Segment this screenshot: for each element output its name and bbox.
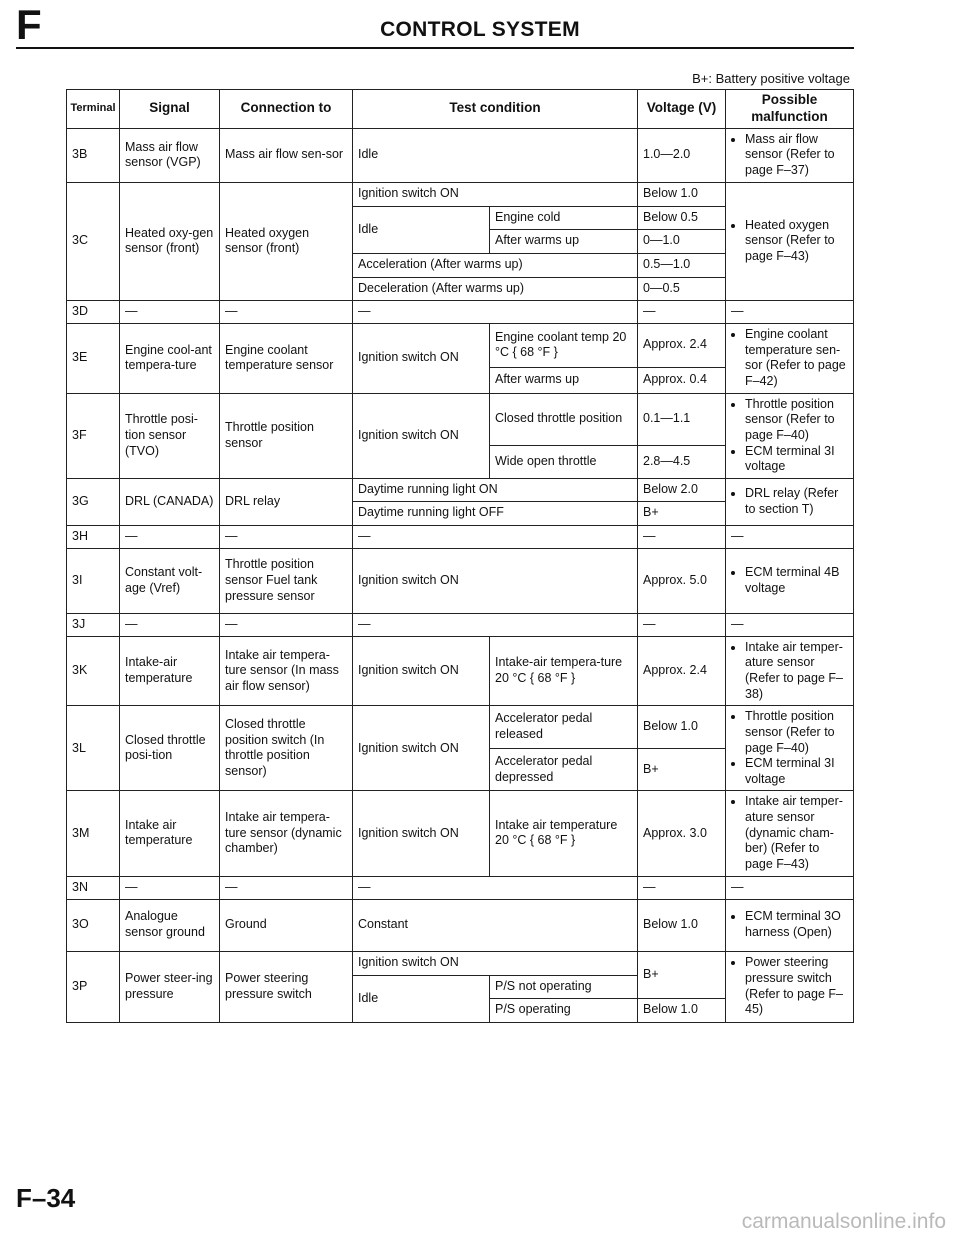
test-condition-cell: Ignition switch ON [353,323,490,393]
test-subcondition-cell: Engine coolant temp 20 °C { 68 °F } [490,323,638,367]
test-subcondition-cell: After warms up [490,229,638,253]
test-condition-cell: Ignition switch ON [353,548,638,613]
signal-cell: — [120,525,220,548]
test-subcondition-cell: P/S operating [490,998,638,1022]
test-subcondition-cell: Intake air temperature 20 °C { 68 °F } [490,791,638,876]
voltage-cell: Approx. 2.4 [638,636,726,706]
connection-cell: DRL relay [220,478,353,525]
col-header-connection: Connection to [220,90,353,129]
terminal-cell: 3G [67,478,120,525]
col-header-signal: Signal [120,90,220,129]
connection-cell: — [220,876,353,899]
connection-cell: Throttle position sensor Fuel tank pressure sensor [220,548,353,613]
table-row-3l [67,706,854,749]
malfunction-item: • Intake air temper-ature sensor (Refer to page F–38) [745,640,848,703]
terminal-cell: 3I [67,548,120,613]
malfunction-item: • Power steering pressure switch (Refer to page F–45) [745,955,848,1018]
test-condition-cell: — [353,876,638,899]
signal-cell: — [120,876,220,899]
voltage-cell: Below 0.5 [638,206,726,229]
connection-cell: Power steering pressure switch [220,951,353,1022]
malfunction-cell [726,791,854,876]
signal-cell: DRL (CANADA) [120,478,220,525]
malfunction-cell [726,636,854,706]
malfunction-item: • ECM terminal 4B voltage [745,565,848,596]
malfunction-item: • Heated oxygen sensor (Refer to page F–43) [745,218,848,265]
test-condition-cell: Ignition switch ON [353,791,490,876]
voltage-cell: Approx. 3.0 [638,791,726,876]
page-title: CONTROL SYSTEM [380,18,580,41]
voltage-cell: 0—1.0 [638,229,726,253]
signal-cell: Intake-air temperature [120,636,220,706]
voltage-cell: Approx. 0.4 [638,367,726,393]
page-number: F–34 [16,1183,76,1213]
test-condition-cell: Acceleration (After warms up) [353,253,638,277]
test-subcondition-cell: Accelerator pedal depressed [490,748,638,791]
signal-cell: Heated oxy-gen sensor (front) [120,182,220,300]
connection-cell: — [220,300,353,323]
col-header-malfunction: Possible malfunction [726,90,854,129]
test-subcondition-cell: After warms up [490,367,638,393]
voltage-cell: Below 2.0 [638,478,726,501]
terminal-cell: 3N [67,876,120,899]
test-condition-cell: Ignition switch ON [353,182,638,206]
table-row-3m [67,791,854,876]
malfunction-cell: — [726,300,854,323]
signal-cell: Throttle posi-tion sensor (TVO) [120,393,220,478]
signal-cell: Intake air temperature [120,791,220,876]
test-condition-cell: Daytime running light ON [353,478,638,501]
test-condition-cell: — [353,613,638,636]
table-row-3d [67,300,854,323]
malfunction-cell [726,548,854,613]
table-row-3o [67,899,854,951]
terminal-cell: 3P [67,951,120,1022]
table-row-3i [67,548,854,613]
test-condition-cell: Ignition switch ON [353,706,490,791]
malfunction-cell [726,706,854,791]
voltage-cell: 0—0.5 [638,277,726,300]
voltage-cell: Below 1.0 [638,899,726,951]
test-subcondition-cell: Closed throttle position [490,393,638,445]
table-row-3k [67,636,854,706]
malfunction-item: • ECM terminal 3I voltage [745,756,848,787]
voltage-cell: — [638,300,726,323]
malfunction-cell: — [726,525,854,548]
test-subcondition-cell: P/S not operating [490,975,638,998]
connection-cell: Throttle position sensor [220,393,353,478]
table-row-3e [67,323,854,367]
malfunction-cell: — [726,613,854,636]
signal-cell: Engine cool-ant tempera-ture [120,323,220,393]
terminal-cell: 3E [67,323,120,393]
watermark: carmanualsonline.info [741,1210,946,1233]
table-row-3j [67,613,854,636]
terminal-cell: 3J [67,613,120,636]
battery-voltage-note: B+: Battery positive voltage [692,71,850,86]
signal-cell: Mass air flow sensor (VGP) [120,128,220,182]
malfunction-item: • DRL relay (Refer to section T) [745,486,848,517]
signal-cell: Analogue sensor ground [120,899,220,951]
malfunction-item: • Engine coolant temperature sen-sor (Refer to page F–42) [745,327,848,390]
signal-cell: — [120,300,220,323]
malfunction-cell [726,182,854,300]
signal-cell: Power steer-ing pressure [120,951,220,1022]
control-system-table [66,89,854,1023]
connection-cell: Mass air flow sen-sor [220,128,353,182]
voltage-cell: — [638,525,726,548]
malfunction-cell [726,899,854,951]
connection-cell: Intake air tempera-ture sensor (In mass air flow sensor) [220,636,353,706]
malfunction-cell: — [726,876,854,899]
test-condition-cell: Idle [353,975,490,1022]
voltage-cell: B+ [638,748,726,791]
malfunction-item: • ECM terminal 3O harness (Open) [745,909,848,940]
col-header-voltage: Voltage (V) [638,90,726,129]
malfunction-cell [726,393,854,478]
test-condition-cell: Ignition switch ON [353,636,490,706]
test-subcondition-cell: Engine cold [490,206,638,229]
test-condition-cell: Ignition switch ON [353,393,490,478]
terminal-cell: 3K [67,636,120,706]
voltage-cell: 2.8—4.5 [638,445,726,478]
col-header-test-condition: Test condition [353,90,638,129]
table-row-3b [67,128,854,182]
test-subcondition-cell: Accelerator pedal released [490,706,638,749]
malfunction-item: • ECM terminal 3I voltage [745,444,848,475]
table-row-3g [67,478,854,501]
signal-cell: Closed throttle posi-tion [120,706,220,791]
test-condition-cell: Deceleration (After warms up) [353,277,638,300]
voltage-cell: 0.5—1.0 [638,253,726,277]
terminal-cell: 3O [67,899,120,951]
malfunction-cell [726,128,854,182]
terminal-cell: 3F [67,393,120,478]
terminal-cell: 3M [67,791,120,876]
test-condition-cell: Idle [353,128,638,182]
connection-cell: — [220,525,353,548]
test-subcondition-cell: Wide open throttle [490,445,638,478]
malfunction-cell [726,323,854,393]
malfunction-cell [726,478,854,525]
test-condition-cell: — [353,300,638,323]
voltage-cell: B+ [638,501,726,525]
connection-cell: Engine coolant temperature sensor [220,323,353,393]
col-header-terminal: Terminal [67,90,120,129]
voltage-cell: Below 1.0 [638,182,726,206]
voltage-cell: Below 1.0 [638,998,726,1022]
terminal-cell: 3C [67,182,120,300]
table-row-3p [67,951,854,975]
header-row [67,90,854,129]
voltage-cell: 1.0—2.0 [638,128,726,182]
connection-cell: Intake air tempera-ture sensor (dynamic chamber) [220,791,353,876]
terminal-cell: 3B [67,128,120,182]
connection-cell: — [220,613,353,636]
table-row-3c [67,182,854,206]
malfunction-item: • Throttle position sensor (Refer to page F–40) [745,709,848,756]
malfunction-cell [726,951,854,1022]
voltage-cell: Approx. 2.4 [638,323,726,367]
terminal-cell: 3L [67,706,120,791]
test-condition-cell: Idle [353,206,490,253]
voltage-cell: — [638,876,726,899]
voltage-cell: Below 1.0 [638,706,726,749]
test-condition-cell: — [353,525,638,548]
connection-cell: Ground [220,899,353,951]
test-subcondition-cell: Intake-air tempera-ture 20 °C { 68 °F } [490,636,638,706]
voltage-cell: 0.1—1.1 [638,393,726,445]
terminal-cell: 3H [67,525,120,548]
connection-cell: Heated oxygen sensor (front) [220,182,353,300]
connection-cell: Closed throttle position switch (In throttle position sensor) [220,706,353,791]
signal-cell: — [120,613,220,636]
table-row-3f [67,393,854,445]
terminal-cell: 3D [67,300,120,323]
signal-cell: Constant volt-age (Vref) [120,548,220,613]
test-condition-cell: Ignition switch ON [353,951,638,975]
malfunction-item: • Throttle position sensor (Refer to page F–40) [745,397,848,444]
voltage-cell: Approx. 5.0 [638,548,726,613]
test-condition-cell: Daytime running light OFF [353,501,638,525]
voltage-cell: B+ [638,951,726,998]
section-letter: F [16,1,42,48]
malfunction-item: • Intake air temper-ature sensor (dynamic cham-ber) (Refer to page F–43) [745,794,848,872]
voltage-cell: — [638,613,726,636]
malfunction-item: • Mass air flow sensor (Refer to page F–37) [745,132,848,179]
table-row-3n [67,876,854,899]
table-row-3h [67,525,854,548]
header-rule [16,47,854,49]
test-condition-cell: Constant [353,899,638,951]
